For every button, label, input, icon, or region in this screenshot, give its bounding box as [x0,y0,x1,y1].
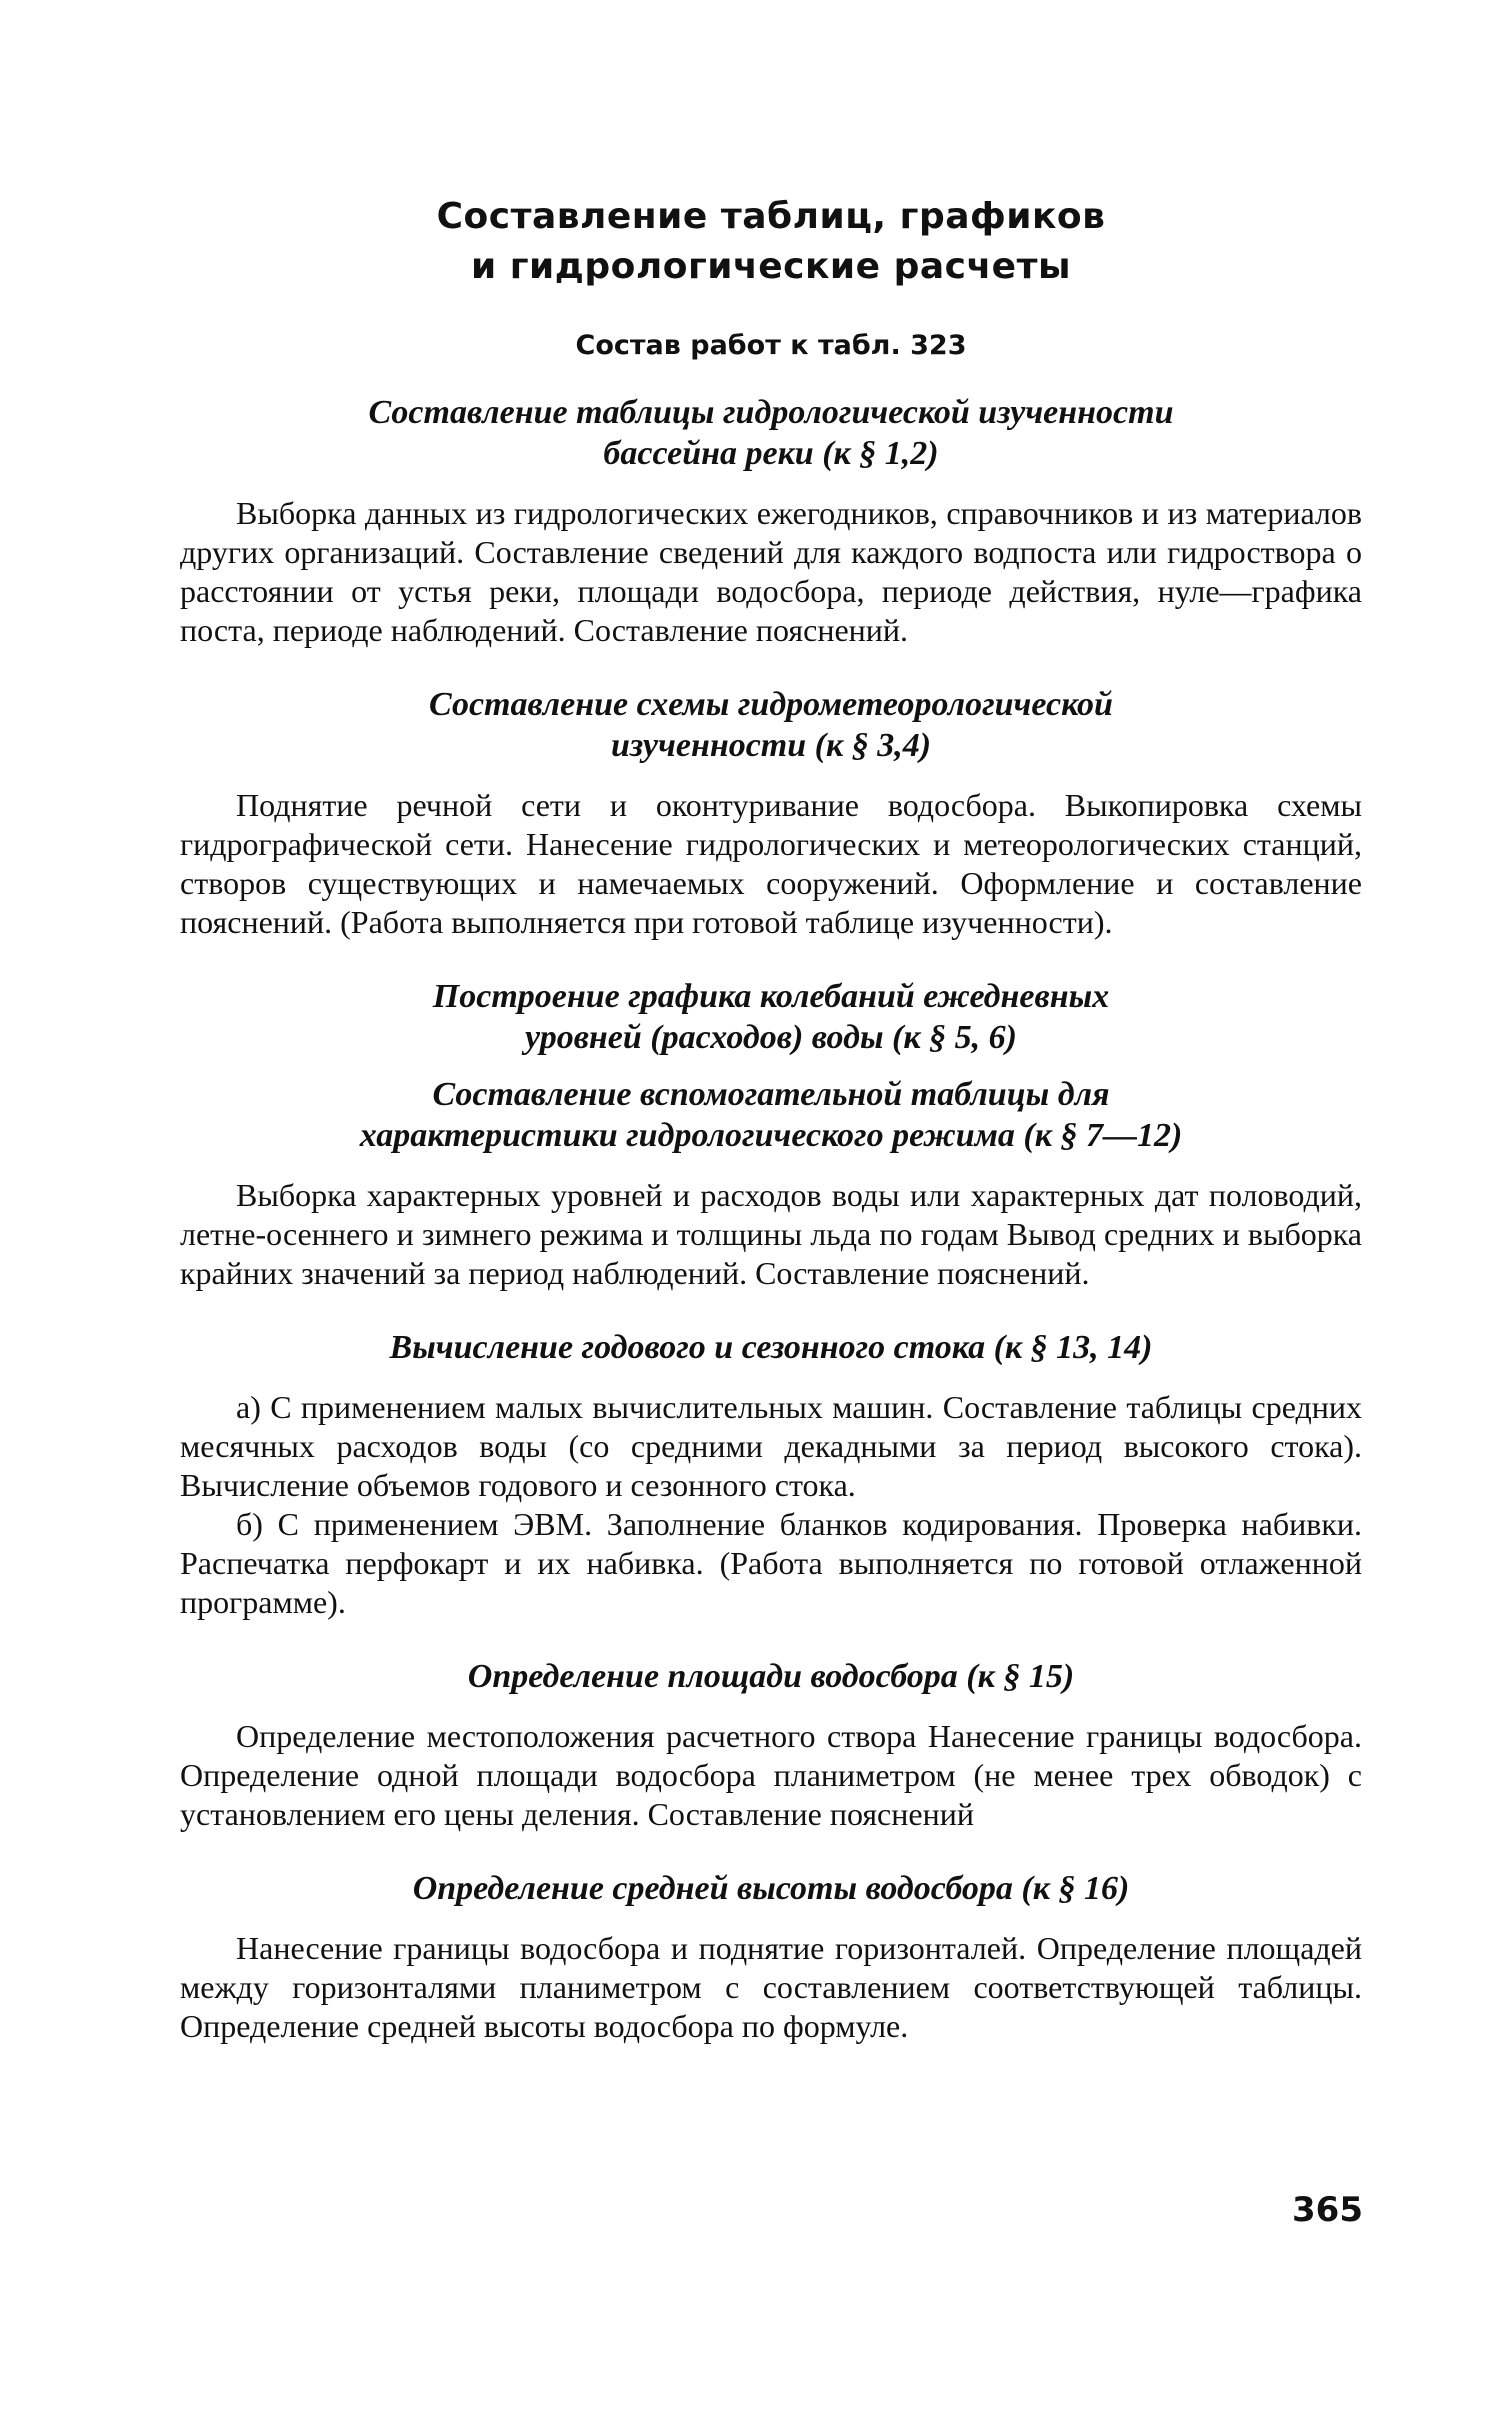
section-heading [180,1868,1362,1909]
section-paragraph: Выборка характерных уровней и расходов воды или характерных дат половодий, летне-осеннего и зимнего режима и толщины льда по годам Вывод средних и выборка крайних значений за период наблюдений. Составление пояснений. [180,1177,1362,1291]
section-heading [180,392,1362,474]
section-heading [180,684,1362,766]
heading-line: Составление таблицы гидрологической изученности [368,394,1174,431]
section-paragraph: а) С применением малых вычислительных машин. Составление таблицы средних месячных расходов воды (со средними декадными за период высокого стока). Вычисление объемов годового и сезонного стока. [180,1389,1362,1503]
section-table-of-study [180,392,1362,650]
section-hydromet-scheme [180,684,1362,942]
section-heading [180,1327,1362,1368]
section-paragraph: б) С применением ЭВМ. Заполнение бланков кодирования. Проверка набивки. Распечатка перфокарт и их набивка. (Работа выполняется по готовой отлаженной программе). [180,1506,1362,1620]
section-paragraph: Поднятие речной сети и оконтуривание водосбора. Выкопировка схемы гидрографической сети. Нанесение гидрологических и метеорологических станций, створов существующих и намечаемых сооружений. Оформление и составление пояснений. (Работа выполняется при готовой таблице изученности). [180,787,1362,940]
section-level-graph [180,976,1362,1058]
heading-line: Определение площади водосбора (к § 15) [467,1658,1075,1695]
section-paragraph: Выборка данных из гидрологических ежегодников, справочников и из материалов других организаций. Составление сведений для каждого водпоста или гидроствора о расстоянии от устья реки, площади водосбора, периоде действия, нуле—графика поста, периоде наблюдений. Составление пояснений. [180,495,1362,648]
section-auxiliary-table [180,1074,1362,1293]
section-runoff-calculation [180,1327,1362,1622]
title-line-1: Составление таблиц, графиков [436,196,1106,237]
heading-line: уровней (расходов) воды (к § 5, 6) [525,1019,1017,1056]
text-column [180,192,1362,2046]
subtitle: Состав работ к табл. 323 [575,330,967,361]
section-basin-area [180,1656,1362,1834]
heading-line: Построение графика колебаний ежедневных [432,978,1110,1015]
section-basin-height [180,1868,1362,2046]
section-heading [180,976,1362,1058]
page-number: 365 [1292,2190,1363,2230]
section-paragraph: Определение местоположения расчетного створа Нанесение границы водосбора. Определение одной площади водосбора планиметром (не менее трех обводок) с установлением его цены деления. Составление пояснений [180,1718,1362,1832]
section-heading [180,1656,1362,1697]
heading-line: бассейна реки (к § 1,2) [603,435,939,472]
heading-line: изученности (к § 3,4) [610,727,932,764]
heading-line: Определение средней высоты водосбора (к § 16) [412,1870,1130,1907]
page-title [180,192,1362,292]
heading-line: Составление схемы гидрометеорологической [429,686,1113,723]
title-line-2: и гидрологические расчеты [470,246,1072,287]
heading-line: Составление вспомогательной таблицы для [432,1076,1110,1113]
section-paragraph: Нанесение границы водосбора и поднятие горизонталей. Определение площадей между горизонталями планиметром с составлением соответствующей таблицы. Определение средней высоты водосбора по формуле. [180,1930,1362,2044]
heading-line: характеристики гидрологического режима (к § 7—12) [359,1117,1183,1154]
section-heading [180,1074,1362,1156]
heading-line: Вычисление годового и сезонного стока (к § 13, 14) [389,1329,1153,1366]
